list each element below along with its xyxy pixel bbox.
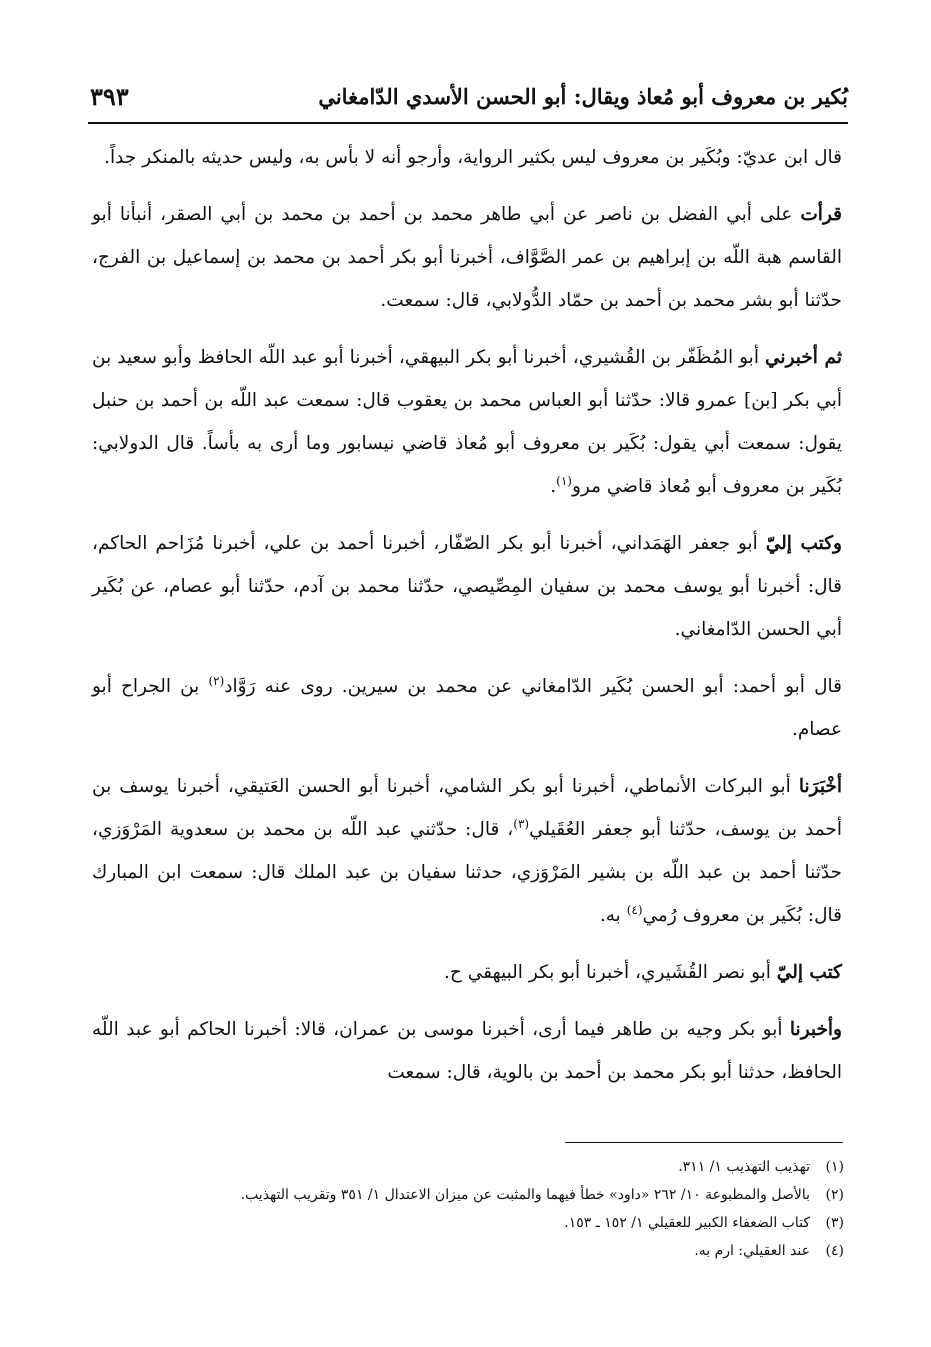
paragraph-lead: وأخبرنا (789, 1019, 842, 1040)
paragraph-text: أبو البركات الأنماطي، أخبرنا أبو بكر الشامي، أخبرنا أبو الحسن العَتيقي، أخبرنا يوسف بن أحمد بن يوسف، حدّثنا أبو جعفر العُقَيلي (92, 776, 842, 840)
paragraph (92, 665, 842, 751)
paragraph (92, 765, 842, 937)
paragraph (92, 1008, 842, 1094)
footnote-divider (565, 1142, 843, 1143)
paragraph-lead: كتب إليّ (776, 962, 842, 983)
footnote-text: عند العقيلي: ارم به. (694, 1243, 810, 1259)
footnote-number: (٤) (825, 1243, 844, 1259)
paragraph-text: قال ابن عديّ: وبُكَير بن معروف ليس بكثير الرواية، وأرجو أنه لا بأس به، وليس حديثه بالمنكر جداً. (104, 147, 842, 168)
footnote-ref: (١) (556, 473, 572, 488)
page-number: ٣٩٣ (90, 82, 129, 111)
paragraph-lead: ثم أخبرني (765, 347, 842, 368)
paragraph (92, 951, 842, 994)
paragraph-lead: وكتب إليّ (765, 533, 842, 554)
footnote-text: بالأصل والمطبوعة ١٠/ ٢٦٢ «داود» خطأ فيهما والمثبت عن ميزان الاعتدال ١/ ٣٥١ وتقريب التهذيب. (240, 1187, 810, 1203)
header-divider (88, 122, 848, 124)
footnote-number: (٢) (825, 1187, 844, 1203)
paragraph (92, 136, 842, 179)
footnote (92, 1237, 844, 1265)
footnote-number: (١) (825, 1159, 844, 1175)
paragraph-text: أبو بكر وجيه بن طاهر فيما أرى، أخبرنا موسى بن عمران، قالا: أخبرنا الحاكم أبو عبد اللّه الحافظ، حدثنا أبو بكر محمد بن أحمد بن بالوية، قال: سمعت (92, 1019, 842, 1083)
footnote-number: (٣) (825, 1215, 844, 1231)
paragraph (92, 336, 842, 508)
paragraph (92, 522, 842, 651)
paragraph-lead: أخْبَرَنا (798, 776, 842, 797)
footnote-ref: (٣) (513, 816, 530, 831)
footnote (92, 1153, 844, 1181)
paragraph-lead: قرأت (800, 204, 842, 225)
paragraph-text: على أبي الفضل بن ناصر عن أبي طاهر محمد بن أحمد بن محمد بن أبي الصقر، أنبأنا أبو القاسم هبة اللّه بن إبراهيم بن عمر الصَّوَّاف، أخبرنا أبو بكر أحمد بن محمد بن إسماعيل بن الفرج، حدّثنا أبو بشر محمد بن أحمد بن حمّاد الدُّولابي، قال: سمعت. (92, 204, 842, 311)
paragraph-text: به. (599, 905, 627, 926)
paragraph-text: . (550, 476, 557, 497)
paragraph (92, 193, 842, 322)
running-title: بُكير بن معروف أبو مُعاذ ويقال: أبو الحسن الأسدي الدّامغاني (318, 84, 848, 109)
main-text (92, 136, 842, 1108)
footnote-text: كتاب الضعفاء الكبير للعقيلي ١/ ١٥٢ ـ ١٥٣. (564, 1215, 810, 1231)
paragraph-text: أبو جعفر الهَمَداني، أخبرنا أبو بكر الصّفّار، أخبرنا أحمد بن علي، أخبرنا مُزَاحم الحاكم، قال: أخبرنا أبو يوسف محمد بن سفيان المِصِّيصي، حدّثنا محمد بن آدم، حدّثنا أبو عصام، عن بُكَير أبي الحسن الدّامغاني. (92, 533, 842, 640)
paragraph-text: ، قال: حدّثني عبد اللّه بن محمد بن سعدوية المَرْوَزي، حدّثنا أحمد بن عبد اللّه بن بشير المَرْوَزي، حدثنا سفيان بن عبد الملك قال: سمعت ابن المبارك قال: بُكَير بن معروف رُمي (92, 819, 842, 926)
paragraph-text: أبو المُظَفّر بن القُشيري، أخبرنا أبو بكر البيهقي، أخبرنا أبو عبد اللّه الحافظ وأبو سعيد بن أبي بكر [بن] عمرو قالا: حدّثنا أبو العباس محمد بن يعقوب قال: سمعت عبد اللّه بن أحمد بن حنبل يقول: سمعت أبي يقول: بُكَير بن معروف أبو مُعاذ قاضي نيسابور وما أرى به بأساً. قال الدولابي: بُكَير بن معروف أبو مُعاذ قاضي مرو (92, 347, 842, 497)
footnote (92, 1209, 844, 1237)
footnote-text: تهذيب التهذيب ١/ ٣١١. (678, 1159, 810, 1175)
paragraph-text: أبو نصر القُشَيري، أخبرنا أبو بكر البيهقي ح. (443, 962, 777, 983)
footnote-ref: (٢) (208, 673, 225, 688)
footnote (92, 1181, 844, 1209)
paragraph-text: بن الجراح أبو عصام. (92, 676, 842, 740)
footnote-ref: (٤) (626, 902, 643, 917)
paragraph-text: قال أبو أحمد: أبو الحسن بُكَير الدّامغاني عن محمد بن سيرين. روى عنه رَوَّاد (224, 676, 842, 697)
page-header (88, 78, 848, 118)
footnotes (92, 1153, 844, 1265)
